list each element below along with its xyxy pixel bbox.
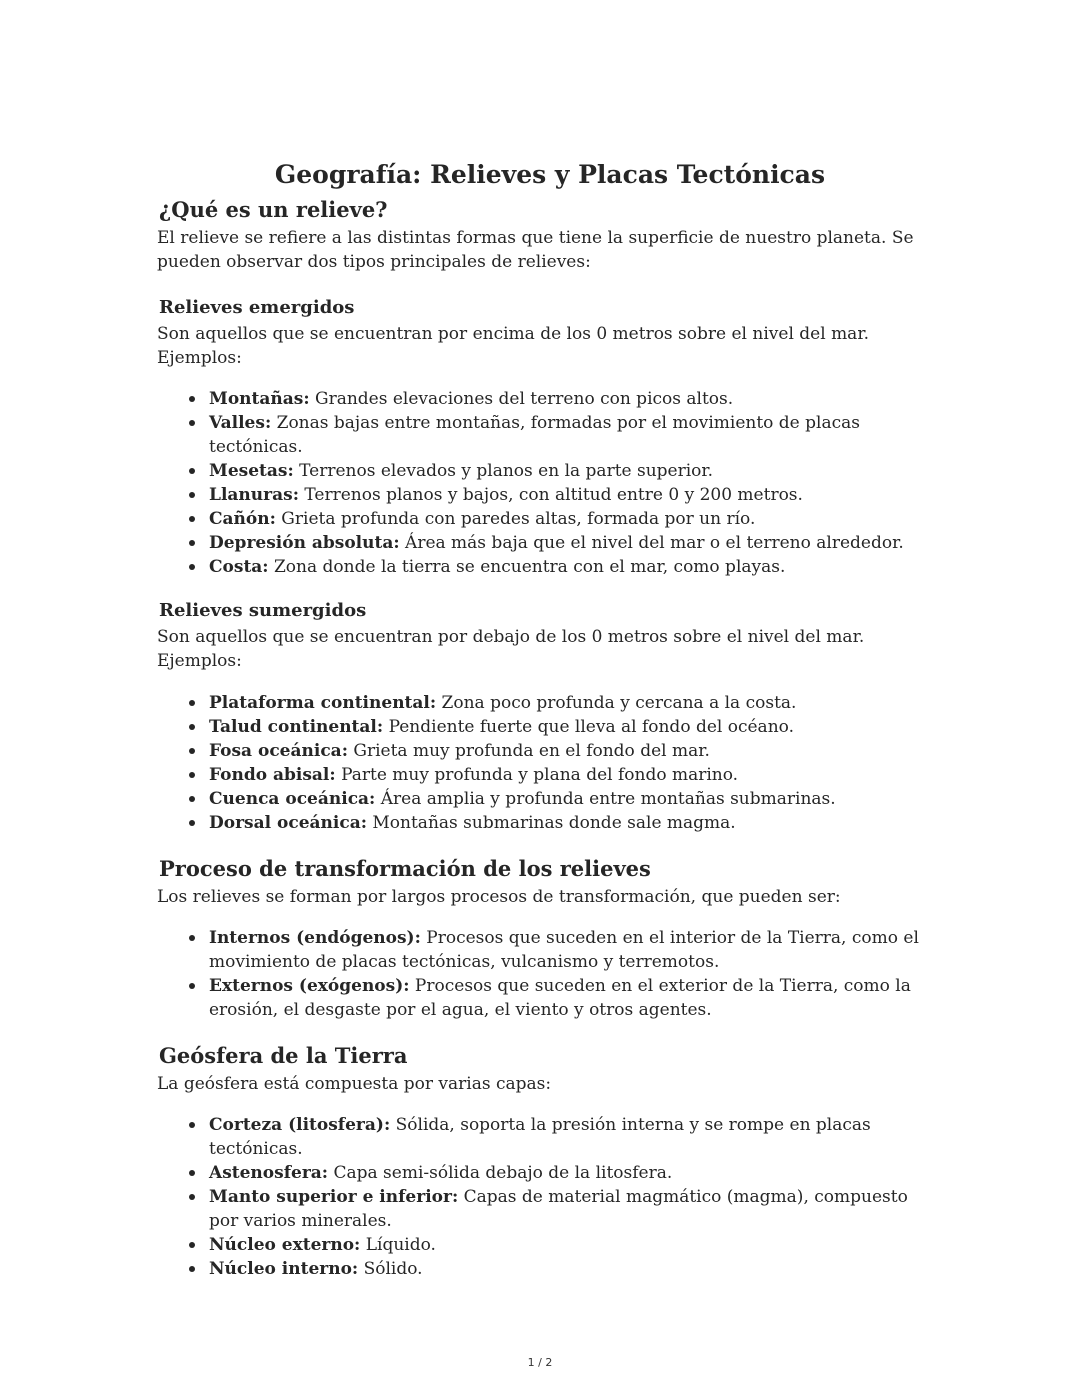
description: Zonas bajas entre montañas, formadas por el movimiento de placas tectónicas. [209, 413, 860, 457]
term: Costa: [209, 557, 269, 577]
bullet-icon [189, 540, 195, 546]
bullet-icon [189, 983, 195, 989]
bullet-icon [189, 724, 195, 730]
list-item [157, 926, 937, 974]
list-item [157, 1257, 937, 1281]
bullet-icon [189, 772, 195, 778]
list-item [157, 1233, 937, 1257]
list-item [157, 483, 937, 507]
section-heading-emergidos: Relieves emergidos [159, 297, 355, 318]
term: Mesetas: [209, 461, 294, 481]
description: Sólida, soporta la presión interna y se rompe en placas tectónicas. [209, 1115, 871, 1159]
description: Montañas submarinas donde sale magma. [366, 813, 736, 833]
list-item [157, 739, 937, 763]
term: Plataforma continental: [209, 693, 437, 713]
term: Dorsal oceánica: [209, 813, 367, 833]
section-heading-geosfera: Geósfera de la Tierra [159, 1043, 408, 1068]
page-title: Geografía: Relieves y Placas Tectónicas [274, 160, 826, 189]
geosfera-paragraph: La geósfera está compuesta por varias capas: [157, 1074, 552, 1094]
term: Valles: [209, 413, 272, 433]
description: Terrenos elevados y planos en la parte superior. [293, 461, 714, 481]
bullet-icon [189, 935, 195, 941]
list-item [157, 555, 937, 579]
bullet-icon [189, 1194, 195, 1200]
description: Zona donde la tierra se encuentra con el mar, como playas. [268, 557, 786, 577]
description: Pendiente fuerte que lleva al fondo del océano. [383, 717, 794, 737]
list-item [157, 763, 937, 787]
bullet-icon [189, 1170, 195, 1176]
list-item [157, 811, 937, 835]
term: Fondo abisal: [209, 765, 336, 785]
list-item [157, 787, 937, 811]
intro-paragraph: El relieve se refiere a las distintas formas que tiene la superficie de nuestro planeta. Se pueden observar dos tipos principales de relieves: [157, 228, 914, 272]
description: Procesos que suceden en el exterior de la Tierra, como la erosión, el desgaste por el agua, el viento y otros agentes. [209, 976, 911, 1020]
emergidos-list [157, 387, 937, 579]
description: Capa semi-sólida debajo de la litosfera. [328, 1163, 673, 1183]
description: Área más baja que el nivel del mar o el terreno alrededor. [399, 533, 904, 553]
term: Depresión absoluta: [209, 533, 400, 553]
term: Corteza (litosfera): [209, 1115, 391, 1135]
bullet-icon [189, 396, 195, 402]
bullet-icon [189, 564, 195, 570]
section-heading-que-es: ¿Qué es un relieve? [159, 197, 388, 222]
list-item [157, 1185, 937, 1233]
term: Núcleo externo: [209, 1235, 361, 1255]
term: Internos (endógenos): [209, 928, 421, 948]
bullet-icon [189, 1266, 195, 1272]
list-item [157, 459, 937, 483]
description: Capas de material magmático (magma), compuesto por varios minerales. [209, 1187, 908, 1231]
geosfera-list [157, 1113, 937, 1281]
sumergidos-paragraph: Son aquellos que se encuentran por debajo de los 0 metros sobre el nivel del mar. Ejemplos: [157, 627, 865, 671]
list-item [157, 715, 937, 739]
section-heading-proceso: Proceso de transformación de los relieves [159, 856, 651, 881]
term: Externos (exógenos): [209, 976, 410, 996]
bullet-icon [189, 748, 195, 754]
description: Grieta profunda con paredes altas, formada por un río. [275, 509, 756, 529]
description: Grieta muy profunda en el fondo del mar. [347, 741, 710, 761]
list-item [157, 411, 937, 459]
list-item [157, 974, 937, 1022]
list-item [157, 691, 937, 715]
term: Llanuras: [209, 485, 299, 505]
description: Procesos que suceden en el interior de la Tierra, como el movimiento de placas tectónicas, vulcanismo y terremotos. [209, 928, 919, 972]
proceso-list [157, 926, 937, 1022]
description: Terrenos planos y bajos, con altitud entre 0 y 200 metros. [298, 485, 803, 505]
term: Talud continental: [209, 717, 384, 737]
term: Fosa oceánica: [209, 741, 348, 761]
bullet-icon [189, 516, 195, 522]
proceso-paragraph: Los relieves se forman por largos procesos de transformación, que pueden ser: [157, 887, 841, 907]
emergidos-paragraph: Son aquellos que se encuentran por encima de los 0 metros sobre el nivel del mar. Ejemplos: [157, 324, 869, 368]
bullet-icon [189, 796, 195, 802]
description: Grandes elevaciones del terreno con picos altos. [309, 389, 734, 409]
description: Zona poco profunda y cercana a la costa. [436, 693, 797, 713]
list-item [157, 507, 937, 531]
bullet-icon [189, 1122, 195, 1128]
description: Parte muy profunda y plana del fondo marino. [335, 765, 739, 785]
section-heading-sumergidos: Relieves sumergidos [159, 600, 367, 621]
bullet-icon [189, 820, 195, 826]
bullet-icon [189, 492, 195, 498]
term: Núcleo interno: [209, 1259, 359, 1279]
term: Montañas: [209, 389, 310, 409]
term: Cuenca oceánica: [209, 789, 376, 809]
term: Manto superior e inferior: [209, 1187, 459, 1207]
description: Sólido. [358, 1259, 423, 1279]
bullet-icon [189, 700, 195, 706]
sumergidos-list [157, 691, 937, 835]
document-page [157, 156, 937, 1281]
list-item [157, 1113, 937, 1161]
list-item [157, 387, 937, 411]
list-item [157, 1161, 937, 1185]
bullet-icon [189, 420, 195, 426]
term: Astenosfera: [209, 1163, 329, 1183]
page-indicator: 1 / 2 [527, 1356, 553, 1369]
bullet-icon [189, 468, 195, 474]
description: Líquido. [360, 1235, 436, 1255]
description: Área amplia y profunda entre montañas submarinas. [375, 789, 836, 809]
bullet-icon [189, 1242, 195, 1248]
term: Cañón: [209, 509, 276, 529]
list-item [157, 531, 937, 555]
